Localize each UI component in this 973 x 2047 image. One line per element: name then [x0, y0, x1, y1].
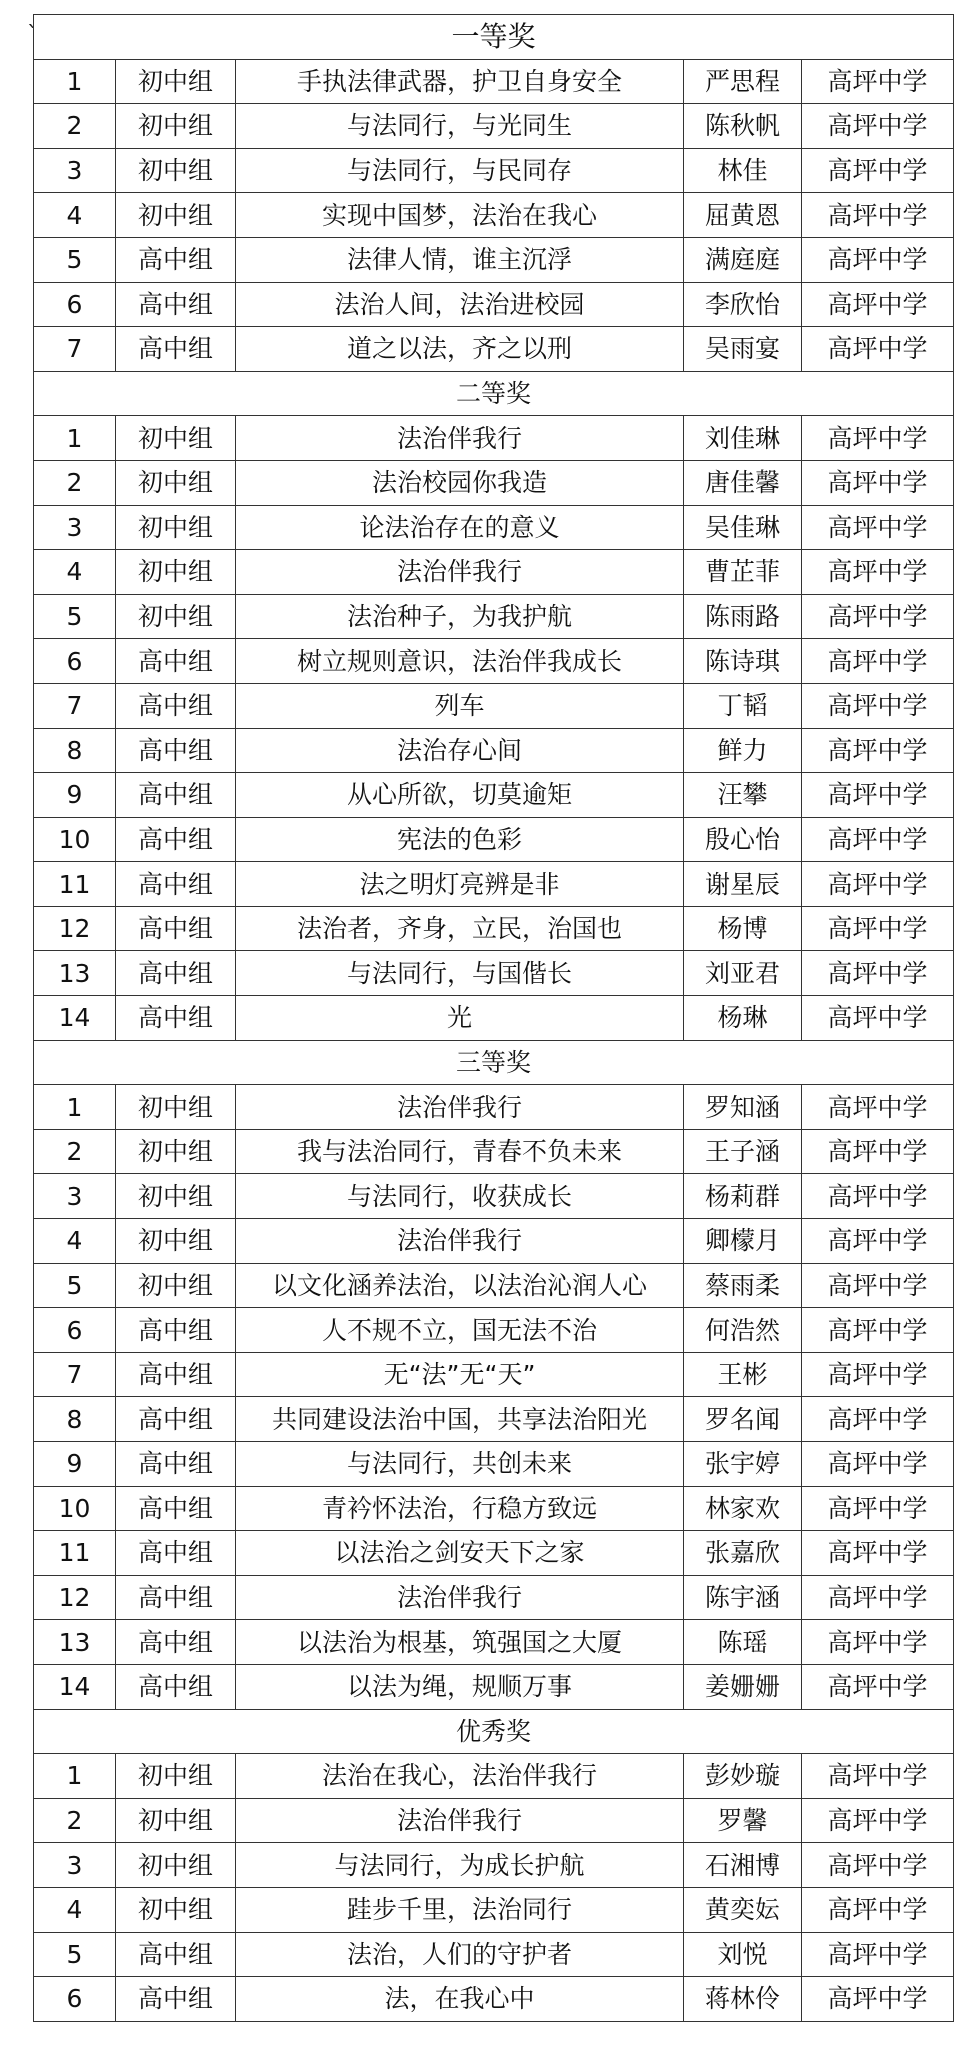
table-row — [34, 773, 954, 818]
table-row — [34, 1174, 954, 1219]
row-number: 6 — [34, 639, 116, 684]
table-row — [34, 460, 954, 505]
school-name: 高坪中学 — [802, 104, 954, 149]
table-row — [34, 1263, 954, 1308]
group-cell: 高中组 — [116, 1531, 236, 1576]
entry-title: 法治存心间 — [236, 728, 684, 773]
group-cell: 高中组 — [116, 1352, 236, 1397]
school-name: 高坪中学 — [802, 59, 954, 104]
section-header-row — [34, 15, 954, 60]
author-name: 彭妙璇 — [684, 1754, 802, 1799]
group-cell: 高中组 — [116, 728, 236, 773]
row-number: 2 — [34, 1798, 116, 1843]
school-name: 高坪中学 — [802, 460, 954, 505]
entry-title: 法治在我心，法治伴我行 — [236, 1754, 684, 1799]
entry-title: 与法同行，为成长护航 — [236, 1843, 684, 1888]
school-name: 高坪中学 — [802, 1620, 954, 1665]
author-name: 杨博 — [684, 906, 802, 951]
row-number: 11 — [34, 1531, 116, 1576]
entry-title: 从心所欲，切莫逾矩 — [236, 773, 684, 818]
author-name: 陈宇涵 — [684, 1575, 802, 1620]
row-number: 5 — [34, 594, 116, 639]
entry-title: 论法治存在的意义 — [236, 505, 684, 550]
row-number: 7 — [34, 327, 116, 372]
row-number: 3 — [34, 505, 116, 550]
row-number: 9 — [34, 1442, 116, 1487]
table-row — [34, 416, 954, 461]
entry-title: 以文化涵养法治，以法治沁润人心 — [236, 1263, 684, 1308]
group-cell: 高中组 — [116, 1397, 236, 1442]
school-name: 高坪中学 — [802, 1174, 954, 1219]
entry-title: 与法同行，与光同生 — [236, 104, 684, 149]
group-cell: 初中组 — [116, 1219, 236, 1264]
entry-title: 青衿怀法治，行稳方致远 — [236, 1486, 684, 1531]
author-name: 黄奕妘 — [684, 1887, 802, 1932]
group-cell: 高中组 — [116, 906, 236, 951]
entry-title: 与法同行，与国偕长 — [236, 951, 684, 996]
entry-title: 以法治之剑安天下之家 — [236, 1531, 684, 1576]
row-number: 10 — [34, 817, 116, 862]
entry-title: 法律人情，谁主沉浮 — [236, 237, 684, 282]
author-name: 杨莉群 — [684, 1174, 802, 1219]
entry-title: 无“法”无“天” — [236, 1352, 684, 1397]
table-row — [34, 1664, 954, 1709]
row-number: 12 — [34, 906, 116, 951]
school-name: 高坪中学 — [802, 862, 954, 907]
table-row — [34, 1442, 954, 1487]
group-cell: 初中组 — [116, 104, 236, 149]
author-name: 陈诗琪 — [684, 639, 802, 684]
group-cell: 高中组 — [116, 237, 236, 282]
section-title: 一等奖 — [34, 15, 954, 60]
group-cell: 初中组 — [116, 1174, 236, 1219]
entry-title: 手执法律武器，护卫自身安全 — [236, 59, 684, 104]
row-number: 4 — [34, 1887, 116, 1932]
group-cell: 初中组 — [116, 460, 236, 505]
group-cell: 高中组 — [116, 773, 236, 818]
author-name: 陈秋帆 — [684, 104, 802, 149]
entry-title: 与法同行，共创未来 — [236, 1442, 684, 1487]
table-row — [34, 1575, 954, 1620]
author-name: 张宇婷 — [684, 1442, 802, 1487]
stray-mark: ` — [27, 23, 38, 48]
table-row — [34, 594, 954, 639]
table-row — [34, 817, 954, 862]
author-name: 吴佳琳 — [684, 505, 802, 550]
author-name: 殷心怡 — [684, 817, 802, 862]
author-name: 林家欢 — [684, 1486, 802, 1531]
author-name: 王彬 — [684, 1352, 802, 1397]
section-title: 二等奖 — [34, 371, 954, 416]
entry-title: 与法同行，与民同存 — [236, 148, 684, 193]
row-number: 9 — [34, 773, 116, 818]
school-name: 高坪中学 — [802, 1397, 954, 1442]
school-name: 高坪中学 — [802, 773, 954, 818]
group-cell: 初中组 — [116, 416, 236, 461]
row-number: 5 — [34, 1932, 116, 1977]
entry-title: 以法为绳，规顺万事 — [236, 1664, 684, 1709]
school-name: 高坪中学 — [802, 148, 954, 193]
row-number: 3 — [34, 1843, 116, 1888]
row-number: 12 — [34, 1575, 116, 1620]
row-number: 1 — [34, 1754, 116, 1799]
author-name: 石湘博 — [684, 1843, 802, 1888]
table-row — [34, 1887, 954, 1932]
table-row — [34, 327, 954, 372]
row-number: 2 — [34, 460, 116, 505]
group-cell: 初中组 — [116, 1798, 236, 1843]
table-row — [34, 1308, 954, 1353]
group-cell: 初中组 — [116, 505, 236, 550]
row-number: 8 — [34, 728, 116, 773]
entry-title: 光 — [236, 996, 684, 1041]
group-cell: 高中组 — [116, 1575, 236, 1620]
author-name: 刘佳琳 — [684, 416, 802, 461]
row-number: 5 — [34, 1263, 116, 1308]
group-cell: 初中组 — [116, 1887, 236, 1932]
table-row — [34, 1620, 954, 1665]
entry-title: 法治种子，为我护航 — [236, 594, 684, 639]
row-number: 6 — [34, 1308, 116, 1353]
author-name: 刘悦 — [684, 1932, 802, 1977]
author-name: 蔡雨柔 — [684, 1263, 802, 1308]
table-row — [34, 1219, 954, 1264]
row-number: 13 — [34, 951, 116, 996]
entry-title: 人不规不立，国无法不治 — [236, 1308, 684, 1353]
school-name: 高坪中学 — [802, 906, 954, 951]
school-name: 高坪中学 — [802, 282, 954, 327]
group-cell: 高中组 — [116, 282, 236, 327]
row-number: 13 — [34, 1620, 116, 1665]
school-name: 高坪中学 — [802, 1798, 954, 1843]
author-name: 满庭庭 — [684, 237, 802, 282]
author-name: 卿檬月 — [684, 1219, 802, 1264]
author-name: 丁韬 — [684, 683, 802, 728]
group-cell: 初中组 — [116, 193, 236, 238]
author-name: 蒋林伶 — [684, 1977, 802, 2022]
group-cell: 初中组 — [116, 1129, 236, 1174]
group-cell: 初中组 — [116, 594, 236, 639]
group-cell: 初中组 — [116, 550, 236, 595]
entry-title: 道之以法，齐之以刑 — [236, 327, 684, 372]
row-number: 11 — [34, 862, 116, 907]
row-number: 7 — [34, 683, 116, 728]
table-row — [34, 906, 954, 951]
entry-title: 法治伴我行 — [236, 550, 684, 595]
entry-title: 以法治为根基，筑强国之大厦 — [236, 1620, 684, 1665]
group-cell: 高中组 — [116, 1308, 236, 1353]
author-name: 杨琳 — [684, 996, 802, 1041]
table-row — [34, 1531, 954, 1576]
group-cell: 高中组 — [116, 1486, 236, 1531]
school-name: 高坪中学 — [802, 1219, 954, 1264]
school-name: 高坪中学 — [802, 1531, 954, 1576]
school-name: 高坪中学 — [802, 1887, 954, 1932]
school-name: 高坪中学 — [802, 550, 954, 595]
entry-title: 树立规则意识，法治伴我成长 — [236, 639, 684, 684]
group-cell: 初中组 — [116, 1754, 236, 1799]
author-name: 谢星辰 — [684, 862, 802, 907]
school-name: 高坪中学 — [802, 1352, 954, 1397]
row-number: 1 — [34, 416, 116, 461]
author-name: 林佳 — [684, 148, 802, 193]
row-number: 14 — [34, 1664, 116, 1709]
entry-title: 法治伴我行 — [236, 1798, 684, 1843]
entry-title: 法治者，齐身，立民，治国也 — [236, 906, 684, 951]
school-name: 高坪中学 — [802, 1932, 954, 1977]
group-cell: 初中组 — [116, 1263, 236, 1308]
entry-title: 与法同行，收获成长 — [236, 1174, 684, 1219]
row-number: 7 — [34, 1352, 116, 1397]
row-number: 8 — [34, 1397, 116, 1442]
table-row — [34, 996, 954, 1041]
group-cell: 高中组 — [116, 1932, 236, 1977]
row-number: 1 — [34, 59, 116, 104]
group-cell: 高中组 — [116, 1620, 236, 1665]
school-name: 高坪中学 — [802, 728, 954, 773]
table-row — [34, 1129, 954, 1174]
table-row — [34, 1977, 954, 2022]
group-cell: 初中组 — [116, 1843, 236, 1888]
author-name: 严思程 — [684, 59, 802, 104]
school-name: 高坪中学 — [802, 237, 954, 282]
school-name: 高坪中学 — [802, 416, 954, 461]
group-cell: 高中组 — [116, 1977, 236, 2022]
award-table — [33, 14, 954, 2022]
school-name: 高坪中学 — [802, 683, 954, 728]
author-name: 吴雨宴 — [684, 327, 802, 372]
entry-title: 法治人间，法治进校园 — [236, 282, 684, 327]
entry-title: 法治伴我行 — [236, 1219, 684, 1264]
table-row — [34, 1397, 954, 1442]
entry-title: 实现中国梦，法治在我心 — [236, 193, 684, 238]
entry-title: 我与法治同行，青春不负未来 — [236, 1129, 684, 1174]
row-number: 10 — [34, 1486, 116, 1531]
group-cell: 初中组 — [116, 148, 236, 193]
entry-title: 法治伴我行 — [236, 1085, 684, 1130]
section-title: 三等奖 — [34, 1040, 954, 1085]
section-header-row — [34, 371, 954, 416]
group-cell: 初中组 — [116, 59, 236, 104]
table-row — [34, 951, 954, 996]
author-name: 罗知涵 — [684, 1085, 802, 1130]
author-name: 罗名闻 — [684, 1397, 802, 1442]
author-name: 罗馨 — [684, 1798, 802, 1843]
table-row — [34, 639, 954, 684]
group-cell: 高中组 — [116, 1664, 236, 1709]
author-name: 汪攀 — [684, 773, 802, 818]
school-name: 高坪中学 — [802, 996, 954, 1041]
table-row — [34, 728, 954, 773]
school-name: 高坪中学 — [802, 639, 954, 684]
author-name: 张嘉欣 — [684, 1531, 802, 1576]
row-number: 6 — [34, 282, 116, 327]
row-number: 5 — [34, 237, 116, 282]
school-name: 高坪中学 — [802, 1843, 954, 1888]
table-row — [34, 193, 954, 238]
section-title: 优秀奖 — [34, 1709, 954, 1754]
author-name: 陈瑶 — [684, 1620, 802, 1665]
entry-title: 法治校园你我造 — [236, 460, 684, 505]
table-row — [34, 862, 954, 907]
entry-title: 跬步千里，法治同行 — [236, 1887, 684, 1932]
school-name: 高坪中学 — [802, 1129, 954, 1174]
row-number: 1 — [34, 1085, 116, 1130]
author-name: 曹芷菲 — [684, 550, 802, 595]
author-name: 何浩然 — [684, 1308, 802, 1353]
author-name: 刘亚君 — [684, 951, 802, 996]
school-name: 高坪中学 — [802, 594, 954, 639]
section-header-row — [34, 1040, 954, 1085]
author-name: 王子涵 — [684, 1129, 802, 1174]
table-row — [34, 505, 954, 550]
school-name: 高坪中学 — [802, 505, 954, 550]
row-number: 3 — [34, 148, 116, 193]
table-row — [34, 148, 954, 193]
school-name: 高坪中学 — [802, 1085, 954, 1130]
row-number: 2 — [34, 104, 116, 149]
row-number: 3 — [34, 1174, 116, 1219]
school-name: 高坪中学 — [802, 1442, 954, 1487]
row-number: 4 — [34, 193, 116, 238]
table-row — [34, 1843, 954, 1888]
table-row — [34, 1932, 954, 1977]
school-name: 高坪中学 — [802, 1263, 954, 1308]
row-number: 6 — [34, 1977, 116, 2022]
entry-title: 列车 — [236, 683, 684, 728]
author-name: 陈雨路 — [684, 594, 802, 639]
table-row — [34, 104, 954, 149]
group-cell: 高中组 — [116, 862, 236, 907]
table-row — [34, 59, 954, 104]
author-name: 唐佳馨 — [684, 460, 802, 505]
school-name: 高坪中学 — [802, 1575, 954, 1620]
entry-title: 法治伴我行 — [236, 1575, 684, 1620]
table-row — [34, 1085, 954, 1130]
school-name: 高坪中学 — [802, 1664, 954, 1709]
section-header-row — [34, 1709, 954, 1754]
school-name: 高坪中学 — [802, 817, 954, 862]
group-cell: 高中组 — [116, 951, 236, 996]
row-number: 4 — [34, 550, 116, 595]
author-name: 屈黄恩 — [684, 193, 802, 238]
group-cell: 高中组 — [116, 327, 236, 372]
table-row — [34, 683, 954, 728]
author-name: 鲜力 — [684, 728, 802, 773]
table-row — [34, 1754, 954, 1799]
group-cell: 高中组 — [116, 639, 236, 684]
group-cell: 高中组 — [116, 1442, 236, 1487]
table-row — [34, 282, 954, 327]
school-name: 高坪中学 — [802, 327, 954, 372]
row-number: 14 — [34, 996, 116, 1041]
table-row — [34, 237, 954, 282]
school-name: 高坪中学 — [802, 1308, 954, 1353]
group-cell: 初中组 — [116, 1085, 236, 1130]
row-number: 4 — [34, 1219, 116, 1264]
entry-title: 法治伴我行 — [236, 416, 684, 461]
entry-title: 法，在我心中 — [236, 1977, 684, 2022]
entry-title: 共同建设法治中国，共享法治阳光 — [236, 1397, 684, 1442]
entry-title: 宪法的色彩 — [236, 817, 684, 862]
group-cell: 高中组 — [116, 683, 236, 728]
group-cell: 高中组 — [116, 996, 236, 1041]
school-name: 高坪中学 — [802, 1977, 954, 2022]
table-row — [34, 1798, 954, 1843]
entry-title: 法治，人们的守护者 — [236, 1932, 684, 1977]
school-name: 高坪中学 — [802, 1486, 954, 1531]
entry-title: 法之明灯亮辨是非 — [236, 862, 684, 907]
table-row — [34, 1352, 954, 1397]
school-name: 高坪中学 — [802, 193, 954, 238]
group-cell: 高中组 — [116, 817, 236, 862]
row-number: 2 — [34, 1129, 116, 1174]
table-row — [34, 550, 954, 595]
author-name: 姜姗姗 — [684, 1664, 802, 1709]
school-name: 高坪中学 — [802, 1754, 954, 1799]
author-name: 李欣怡 — [684, 282, 802, 327]
school-name: 高坪中学 — [802, 951, 954, 996]
table-row — [34, 1486, 954, 1531]
